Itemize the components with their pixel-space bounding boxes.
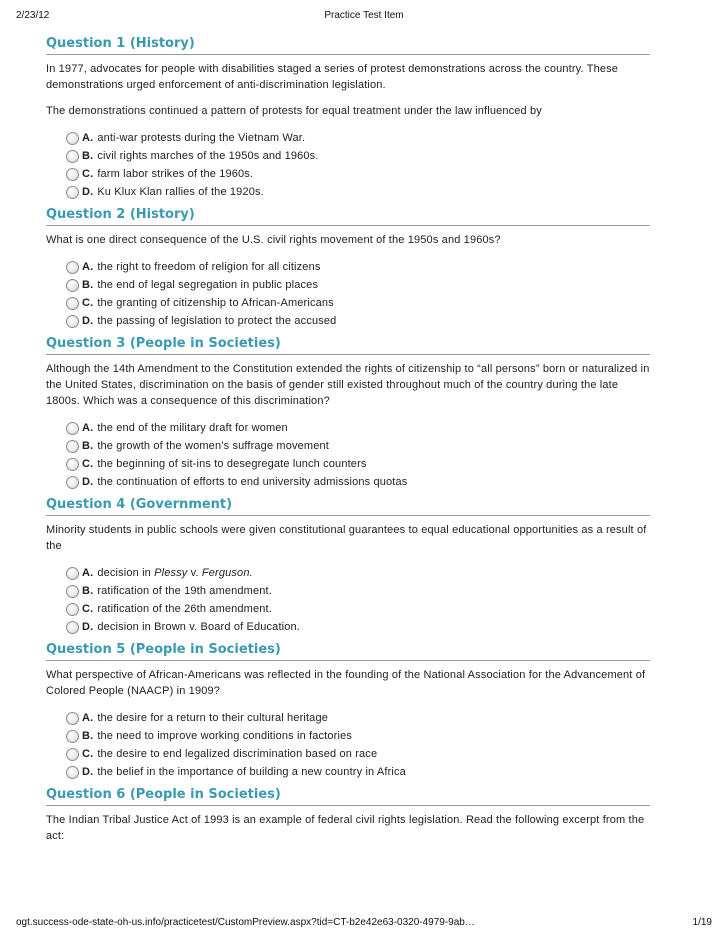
answer-option-a[interactable] — [66, 129, 650, 147]
option-letter: A. — [82, 422, 94, 434]
question-6 — [46, 787, 650, 844]
question-stem: What is one direct consequence of the U.S. civil rights movement of the 1950s and 1960s? — [46, 234, 501, 246]
page-title: Practice Test Item — [324, 10, 404, 21]
option-text: the desire to end legalized discrimination based on race — [97, 748, 378, 760]
question-stem: What perspective of African-Americans was reflected in the founding of the National Association for the Advancement of Colored People (NAACP) in 1909? — [46, 669, 646, 697]
option-text — [97, 564, 253, 582]
radio-button-icon[interactable] — [66, 132, 79, 145]
answer-option-d[interactable] — [66, 312, 650, 330]
question-heading: Question 3 (People in Societies) — [46, 336, 650, 355]
answer-option-d[interactable] — [66, 618, 650, 636]
print-date: 2/23/12 — [16, 10, 50, 21]
option-text: the need to improve working conditions in factories — [97, 730, 352, 742]
answer-option-b[interactable] — [66, 147, 650, 165]
option-text: ratification of the 26th amendment. — [97, 603, 272, 615]
answer-option-c[interactable] — [66, 745, 650, 763]
radio-button-icon[interactable] — [66, 440, 79, 453]
radio-button-icon[interactable] — [66, 279, 79, 292]
answer-options — [66, 419, 650, 491]
radio-button-icon[interactable] — [66, 621, 79, 634]
question-heading: Question 2 (History) — [46, 207, 650, 226]
option-text: the passing of legislation to protect the accused — [97, 315, 337, 327]
option-letter: B. — [82, 585, 94, 597]
option-letter: C. — [82, 603, 94, 615]
radio-button-icon[interactable] — [66, 603, 79, 616]
radio-button-icon[interactable] — [66, 315, 79, 328]
case-name-defendant: Ferguson. — [201, 567, 253, 579]
option-letter: B. — [82, 440, 94, 452]
question-heading: Question 4 (Government) — [46, 497, 650, 516]
answer-option-a[interactable] — [66, 419, 650, 437]
answer-option-b[interactable] — [66, 276, 650, 294]
answer-option-a[interactable] — [66, 258, 650, 276]
radio-button-icon[interactable] — [66, 297, 79, 310]
option-text: the belief in the importance of building a new country in Africa — [97, 766, 406, 778]
radio-button-icon[interactable] — [66, 730, 79, 743]
answer-option-d[interactable] — [66, 183, 650, 201]
question-5 — [46, 642, 650, 781]
option-letter: D. — [82, 315, 94, 327]
answer-option-c[interactable] — [66, 294, 650, 312]
option-letter: D. — [82, 186, 94, 198]
radio-button-icon[interactable] — [66, 150, 79, 163]
option-text: decision in Brown v. Board of Education. — [97, 621, 300, 633]
radio-button-icon[interactable] — [66, 458, 79, 471]
option-text: the continuation of efforts to end university admissions quotas — [97, 476, 408, 488]
answer-option-d[interactable] — [66, 763, 650, 781]
option-letter: C. — [82, 297, 94, 309]
option-text: farm labor strikes of the 1960s. — [97, 168, 254, 180]
case-versus: v. — [187, 567, 202, 579]
page-header — [16, 10, 712, 24]
page-number: 1/19 — [692, 917, 712, 928]
question-heading: Question 1 (History) — [46, 36, 650, 55]
answer-options — [66, 564, 650, 636]
option-letter: B. — [82, 150, 94, 162]
answer-options — [66, 709, 650, 781]
option-text: ratification of the 19th amendment. — [97, 585, 272, 597]
answer-option-b[interactable] — [66, 727, 650, 745]
option-text: the desire for a return to their cultural heritage — [97, 712, 328, 724]
option-text: the growth of the women’s suffrage movement — [97, 440, 329, 452]
question-2 — [46, 207, 650, 330]
option-text-start: decision in — [97, 567, 155, 579]
question-stem: The Indian Tribal Justice Act of 1993 is an example of federal civil rights legislation. Read the following excerpt from the act: — [46, 814, 645, 842]
question-3 — [46, 336, 650, 491]
option-text: Ku Klux Klan rallies of the 1920s. — [97, 186, 264, 198]
question-1 — [46, 36, 650, 201]
option-letter: D. — [82, 621, 94, 633]
radio-button-icon[interactable] — [66, 748, 79, 761]
option-letter: C. — [82, 748, 94, 760]
answer-option-d[interactable] — [66, 473, 650, 491]
answer-options — [66, 129, 650, 201]
radio-button-icon[interactable] — [66, 186, 79, 199]
option-letter: A. — [82, 132, 94, 144]
answer-option-c[interactable] — [66, 455, 650, 473]
radio-button-icon[interactable] — [66, 766, 79, 779]
question-stem: Although the 14th Amendment to the Constitution extended the rights of citizenship to “all persons” born or naturalized in the United States, discrimination on the basis of gender still existed throughout much of the country during the late 1800s. Which was a consequence of this discrimination? — [46, 363, 650, 407]
case-name-plaintiff: Plessy — [154, 567, 188, 579]
radio-button-icon[interactable] — [66, 422, 79, 435]
answer-option-c[interactable] — [66, 165, 650, 183]
option-letter: B. — [82, 730, 94, 742]
radio-button-icon[interactable] — [66, 567, 79, 580]
answer-option-b[interactable] — [66, 582, 650, 600]
option-letter: C. — [82, 458, 94, 470]
question-heading: Question 6 (People in Societies) — [46, 787, 650, 806]
question-stem: Minority students in public schools were given constitutional guarantees to equal educational opportunities as a result of the — [46, 524, 647, 552]
question-stem: The demonstrations continued a pattern of protests for equal treatment under the law influenced by — [46, 105, 542, 117]
page-footer — [16, 917, 712, 931]
option-letter: D. — [82, 766, 94, 778]
answer-option-b[interactable] — [66, 437, 650, 455]
answer-option-a[interactable] — [66, 709, 650, 727]
option-letter: C. — [82, 168, 94, 180]
answer-options — [66, 258, 650, 330]
radio-button-icon[interactable] — [66, 261, 79, 274]
option-letter: A. — [82, 261, 94, 273]
option-letter: D. — [82, 476, 94, 488]
radio-button-icon[interactable] — [66, 168, 79, 181]
option-text: civil rights marches of the 1950s and 1960s. — [97, 150, 319, 162]
radio-button-icon[interactable] — [66, 712, 79, 725]
option-letter: B. — [82, 279, 94, 291]
page-url: ogt.success-ode-state-oh-us.info/practicetest/CustomPreview.aspx?tid=CT-b2e42e63-0320-4979-9ab… — [16, 917, 475, 928]
option-text: the right to freedom of religion for all citizens — [97, 261, 321, 273]
question-4 — [46, 497, 650, 636]
option-letter: A. — [82, 712, 94, 724]
radio-button-icon[interactable] — [66, 585, 79, 598]
answer-option-c[interactable] — [66, 600, 650, 618]
question-heading: Question 5 (People in Societies) — [46, 642, 650, 661]
radio-button-icon[interactable] — [66, 476, 79, 489]
option-text: the end of legal segregation in public places — [97, 279, 319, 291]
answer-option-a[interactable] — [66, 564, 650, 582]
test-content — [46, 36, 650, 854]
option-text: the granting of citizenship to African-Americans — [97, 297, 334, 309]
option-text: the end of the military draft for women — [97, 422, 288, 434]
question-passage: In 1977, advocates for people with disabilities staged a series of protest demonstrations across the country. These demonstrations urged enforcement of anti-discrimination legislation. — [46, 63, 619, 91]
option-letter: A. — [82, 567, 94, 579]
option-text: anti-war protests during the Vietnam War. — [97, 132, 306, 144]
option-text: the beginning of sit-ins to desegregate lunch counters — [97, 458, 367, 470]
